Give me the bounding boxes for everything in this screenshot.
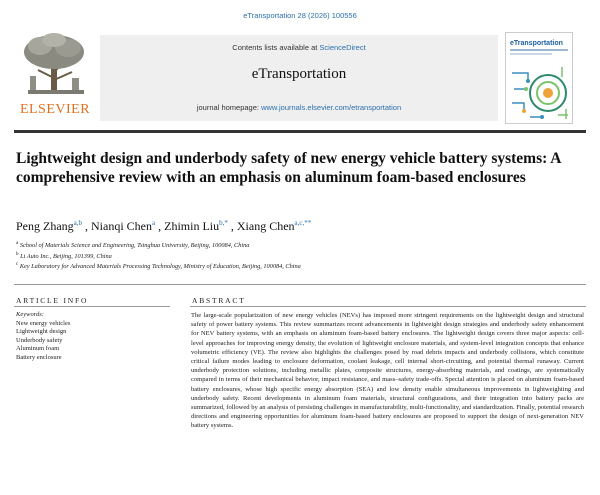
affiliation-text: Key Laboratory for Advanced Materials Processing Technology, Ministry of Education, Beijing, 100084, China [19,263,301,271]
author-name[interactable]: Nianqi Chen [91,219,153,233]
journal-reference[interactable]: eTransportation 28 (2026) 100556 [243,11,357,20]
cover-subtitle-bar [510,53,552,55]
cover-title: eTransportation [510,40,563,47]
homepage-link[interactable]: www.journals.elsevier.com/etransportation [261,103,402,112]
author-affiliation-marker[interactable]: a,c,** [294,219,312,227]
abstract-heading: ABSTRACT [192,296,246,305]
affiliation-text: School of Materials Science and Engineering, Tsinghua University, Beijing, 100084, China [19,242,250,250]
article-info-heading: ARTICLE INFO [16,296,89,305]
affiliation-list [16,240,576,272]
keyword-item[interactable]: Aluminum foam [16,345,60,353]
journal-header [14,28,586,127]
journal-cover[interactable] [505,32,573,124]
affiliation-marker: b [16,251,19,257]
author-separator: , [155,219,165,233]
article-info-rule [14,306,170,307]
keywords-block [16,311,172,363]
elsevier-wordmark: ELSEVIER [19,102,91,117]
author-list [16,219,576,234]
affiliation-item [16,261,576,272]
author-affiliation-marker[interactable]: a [152,219,156,227]
cover-subtitle-bar [510,49,568,51]
contents-line [100,43,498,52]
affiliation-item [16,251,576,262]
author-name[interactable]: Xiang Chen [236,219,295,233]
keyword-item[interactable]: Lightweight design [16,328,67,336]
tree-icon [20,32,90,98]
keyword-item[interactable]: Underbody safety [16,336,63,344]
author-affiliation-marker[interactable]: b,* [219,219,228,227]
article-title: Lightweight design and underbody safety of new energy vehicle battery systems: A comprehensive review with an emphasis on aluminum foam-based enclosures [16,150,561,186]
affiliation-marker: a [16,241,19,246]
journal-title: eTransportation [251,66,347,82]
author-separator: , [82,219,92,233]
author-name[interactable]: Zhimin Liu [164,219,220,233]
affiliation-marker: c [16,262,19,268]
author-affiliation-marker[interactable]: a,b [73,219,83,227]
cover-art-image [508,59,572,123]
homepage-line [100,103,498,112]
header-rule [14,130,586,133]
contents-prefix: Contents lists available at [232,43,320,52]
affiliation-item [16,240,576,251]
affiliation-text: Li Auto Inc., Beijing, 101399, China [20,252,112,260]
author-name[interactable]: Peng Zhang [16,219,74,233]
section-divider [14,284,586,285]
author-separator: , [227,219,237,233]
keyword-item[interactable]: Battery enclosure [16,353,62,361]
keyword-item[interactable]: New energy vehicles [16,319,71,327]
abstract-text: The large-scale popularization of new energy vehicles (NEVs) has imposed more stringent requirements on the lightweight design and structural safety of power battery systems. This review summarizes recent advancements in lightweight design strategies and underbody safety enhancement for NEV battery systems, with an emphasis on aluminum foam-based battery enclosures. The lightweight design covers three major aspects: cell-level approaches for improving energy density, the evolution of lightweight enclosure materials, and system-level integration concepts that enhance volumetric efficiency (VE). The review also highlights the challenges posed by road debris impacts and underbody collisions, which constitute critical failure modes leading to enclosure deformation, coolant leakage, cell internal short-circuiting, and potential thermal runaway. Current underbody protection solutions, including metallic plates, composite structures, energy-absorbing materials, and coatings, are systematically compared in terms of their mechanical behavior, impact resistance, and mass–safety trade-offs. Special attention is placed on aluminum foam-based battery enclosures, whose high specific energy absorption (SEA) and low density enable simultaneous improvements in lightweighting and underbody safety. Recent developments in aluminum foam materials, structural configurations, and their integration into battery packs are summarized, followed by an analysis of persisting challenges in manufacturability, multi-functionality, and standardization. Finally, potential research directions and engineering opportunities for aluminum foam-based battery enclosures are proposed to support the design of next-generation NEV battery systems. [191,312,584,430]
journal-info-box [100,35,498,121]
homepage-prefix: journal homepage: [196,103,262,112]
abstract-rule [190,306,586,307]
keywords-label: Keywords: [16,311,44,318]
sciencedirect-link[interactable]: ScienceDirect [319,43,366,52]
elsevier-logo[interactable] [14,28,96,127]
